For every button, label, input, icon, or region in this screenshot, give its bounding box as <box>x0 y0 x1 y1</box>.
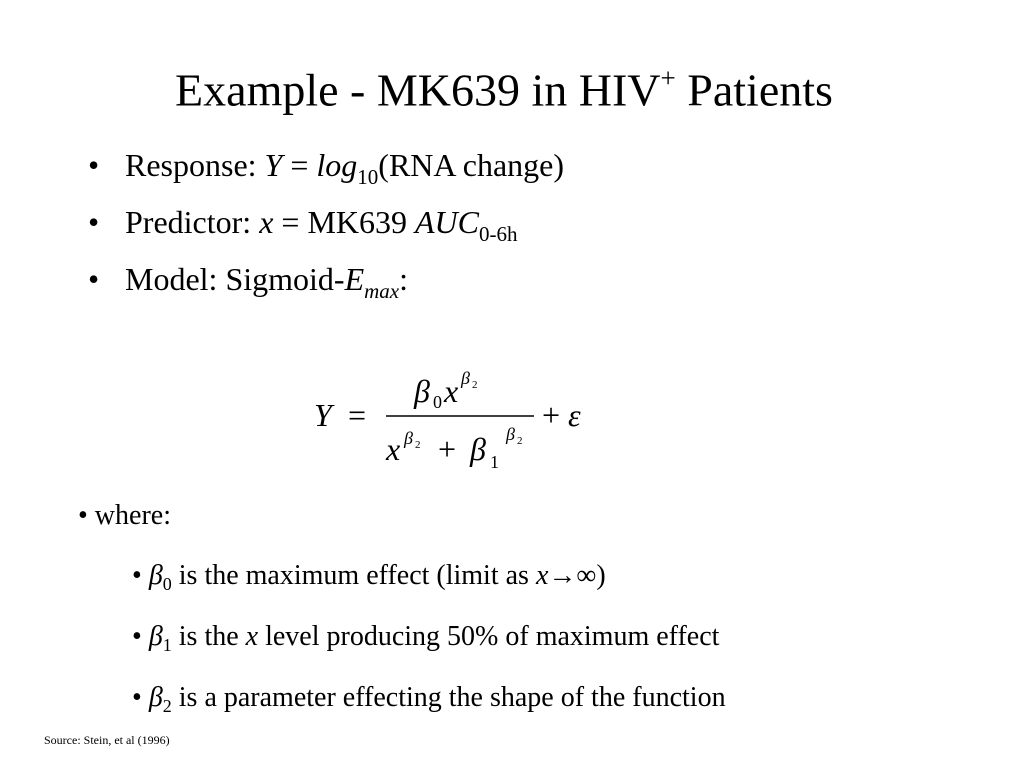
definition-beta1 <box>132 621 726 682</box>
response-variable: Y <box>264 147 283 183</box>
source-citation: Source: Stein, et al (1996) <box>44 733 170 747</box>
formula-equals: = <box>348 397 367 433</box>
log-function: log <box>316 147 358 183</box>
title-suffix: Patients <box>675 64 833 116</box>
bullet-predictor <box>88 203 564 260</box>
auc-label: AUC <box>415 204 479 240</box>
bullet-label: Model: Sigmoid- <box>125 261 345 297</box>
numerator-beta: β <box>414 373 430 409</box>
error-plus: + <box>542 397 561 433</box>
bullet-label: Response: <box>125 147 265 183</box>
bullet-model <box>88 260 564 317</box>
x-variable: x <box>535 560 549 591</box>
definition-beta0 <box>132 560 726 621</box>
denominator-beta-sub: 1 <box>490 452 499 472</box>
beta-subscript: 0 <box>162 574 172 594</box>
formula-graphic <box>310 362 610 482</box>
title-superscript: + <box>660 63 676 93</box>
beta-subscript: 1 <box>162 635 172 655</box>
definition-text-end: level producing 50% of maximum effect <box>258 621 720 652</box>
main-bullet-list <box>88 146 564 317</box>
numerator-exponent-beta: β <box>461 368 470 388</box>
beta-symbol: β <box>148 621 163 652</box>
denominator-beta-exponent-beta: β <box>506 424 515 444</box>
beta-symbol: β <box>148 560 163 591</box>
definition-text: is the maximum effect (limit as <box>171 560 536 591</box>
auc-interval: 0-6h <box>479 222 518 246</box>
equals-sign: = <box>282 147 317 183</box>
definition-beta2 <box>132 682 726 743</box>
predictor-definition: = MK639 <box>273 204 415 240</box>
definition-text-end: ) <box>596 560 606 591</box>
definition-text: is the <box>171 621 246 652</box>
x-variable: x <box>245 621 259 652</box>
numerator-beta-sub: 0 <box>433 392 442 412</box>
numerator-exponent-sub: 2 <box>472 379 478 391</box>
emax-symbol: E <box>344 261 365 297</box>
where-label: • where: <box>78 500 171 531</box>
title-text: Example - MK639 in HIV <box>175 64 661 116</box>
bullet-dot: • <box>88 261 100 297</box>
log-base: 10 <box>357 165 379 189</box>
emax-subscript: max <box>364 279 400 303</box>
denominator-beta-exponent-sub: 2 <box>517 435 523 447</box>
predictor-variable: x <box>259 204 274 240</box>
denominator-beta: β <box>470 431 486 467</box>
slide-title <box>0 52 1008 118</box>
bullet-response <box>88 146 564 203</box>
sub-bullet-dot: • <box>132 682 149 713</box>
denominator-exponent-beta: β <box>404 428 413 448</box>
denominator-x: x <box>386 431 401 467</box>
response-description: (RNA change) <box>378 147 564 183</box>
bullet-dot: • <box>88 204 100 240</box>
parameter-definition-list <box>132 560 726 743</box>
formula-lhs: Y <box>314 397 332 433</box>
sigmoid-emax-formula <box>310 362 610 482</box>
beta-subscript: 2 <box>162 696 172 716</box>
denominator-plus: + <box>438 431 457 467</box>
model-colon: : <box>399 261 408 297</box>
arrow-infinity: →∞ <box>548 560 597 591</box>
bullet-dot: • <box>88 147 100 183</box>
denominator-exponent-sub: 2 <box>415 439 421 451</box>
bullet-label: Predictor: <box>125 204 260 240</box>
error-epsilon: ε <box>568 397 581 433</box>
sub-bullet-dot: • <box>132 560 149 591</box>
definition-text: is a parameter effecting the shape of the function <box>171 682 726 713</box>
beta-symbol: β <box>148 682 163 713</box>
sub-bullet-dot: • <box>132 621 149 652</box>
numerator-x: x <box>444 373 459 409</box>
